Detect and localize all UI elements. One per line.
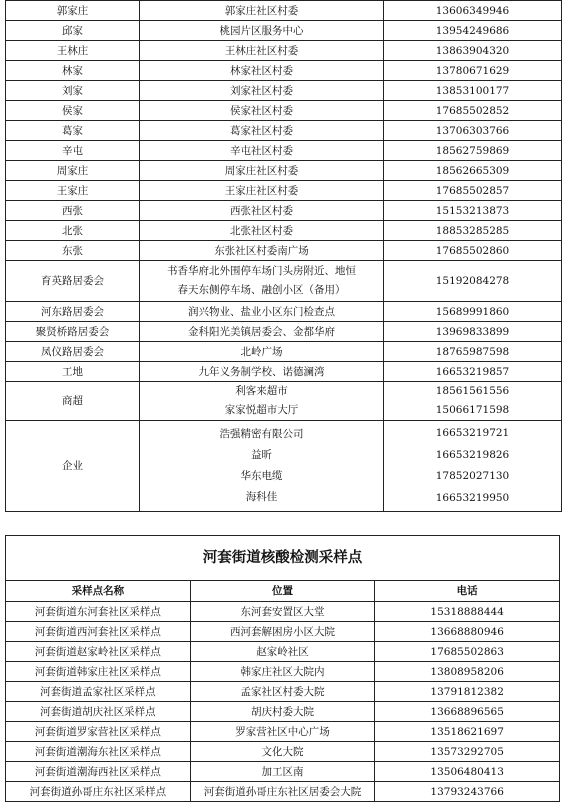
table-row [6,121,562,141]
community-name: 北张 [6,221,140,241]
sampling-point-name: 河套街道罗家营社区采样点 [6,722,191,742]
qiye-phones [384,421,562,512]
community-phone: 13853100177 [384,81,562,101]
sampling-point-name: 河套街道西河套社区采样点 [6,622,191,642]
table-row [6,141,562,161]
community-place: 刘家社区村委 [140,81,384,101]
header-name: 采样点名称 [6,581,191,602]
qiye-places [140,421,384,512]
sampling-point-location: 罗家营社区中心广场 [190,722,375,742]
table-row [6,322,562,342]
table-row [6,302,562,322]
community-name: 河东路居委会 [6,302,140,322]
community-place: 金科阳光美镇居委会、金都华府 [140,322,384,342]
table-row [6,421,562,512]
sampling-point-location: 西河套解困房小区大院 [190,622,375,642]
header-phone: 电话 [375,581,560,602]
sampling-point-phone: 13573292705 [375,742,560,762]
shangchao-places-line: 家家悦超市大厅 [224,404,299,416]
qiye-phones-line: 17852027130 [435,470,510,482]
community-place: 王家庄社区村委 [140,181,384,201]
community-phone: 13606349946 [384,1,562,21]
shangchao-phones-line: 15066171598 [435,404,510,416]
community-place: 侯家社区村委 [140,101,384,121]
header-location: 位置 [190,581,375,602]
qiye-places-line: 华东电缆 [240,470,283,482]
community-place: 北岭广场 [140,342,384,362]
community-name: 林家 [6,61,140,81]
community-name: 工地 [6,362,140,382]
sampling-point-name: 河套街道赵家岭社区采样点 [6,642,191,662]
community-place [140,261,384,302]
table-row [6,41,562,61]
table-row [6,762,560,782]
sampling-point-location: 孟家社区村委大院 [190,682,375,702]
table-row [6,221,562,241]
table-row [6,21,562,41]
sampling-point-phone: 13793243766 [375,782,560,802]
table-row [6,642,560,662]
community-name: 辛屯 [6,141,140,161]
table-row [6,61,562,81]
community-phone: 13954249686 [384,21,562,41]
community-phone: 13706303766 [384,121,562,141]
community-place: 辛屯社区村委 [140,141,384,161]
community-phone: 16653219857 [384,362,562,382]
community-place: 北张社区村委 [140,221,384,241]
community-phone: 13969833899 [384,322,562,342]
sampling-point-location: 韩家庄社区大院内 [190,662,375,682]
community-phone: 13863904320 [384,41,562,61]
sampling-point-phone: 13668896565 [375,702,560,722]
community-place: 西张社区村委 [140,201,384,221]
sampling-point-phone: 13791812382 [375,682,560,702]
community-phone: 17685502852 [384,101,562,121]
community-phone: 17685502860 [384,241,562,261]
community-place: 葛家社区村委 [140,121,384,141]
community-place: 王林庄社区村委 [140,41,384,61]
community-phone: 15689991860 [384,302,562,322]
sampling-table-title: 河套街道核酸检测采样点 [6,536,560,581]
sampling-points-table [5,535,560,802]
community-name: 葛家 [6,121,140,141]
shangchao-places [140,382,384,421]
community-name: 侯家 [6,101,140,121]
table-row [6,241,562,261]
place-line: 春天东侧停车场、融创小区（备用） [177,284,346,296]
qiye-phones-line: 16653219826 [435,448,510,461]
community-name: 郭家庄 [6,1,140,21]
sampling-point-name: 河套街道东河套社区采样点 [6,602,191,622]
table-row [6,101,562,121]
sampling-point-location: 文化大院 [190,742,375,762]
community-phone: 18562665309 [384,161,562,181]
community-name: 王家庄 [6,181,140,201]
community-place: 润兴物业、盐业小区东门检查点 [140,302,384,322]
table-row [6,181,562,201]
community-name: 东张 [6,241,140,261]
sampling-point-location: 赵家岭社区 [190,642,375,662]
sampling-point-name: 河套街道孙哥庄东社区采样点 [6,782,191,802]
table-row [6,201,562,221]
table-row [6,722,560,742]
community-name: 邱家 [6,21,140,41]
sampling-point-location: 东河套安置区大堂 [190,602,375,622]
community-name: 育英路居委会 [6,261,140,302]
sampling-point-phone: 17685502863 [375,642,560,662]
community-phone: 15153213873 [384,201,562,221]
sampling-point-location: 加工区南 [190,762,375,782]
table-row [6,622,560,642]
table-row [6,161,562,181]
qiye-places-line: 益昕 [251,449,272,461]
community-place: 周家庄社区村委 [140,161,384,181]
community-phone: 15192084278 [384,261,562,302]
table-row [6,702,560,722]
community-place: 东张社区村委南广场 [140,241,384,261]
community-name: 凤仪路居委会 [6,342,140,362]
sampling-point-location: 河套街道孙哥庄东社区居委会大院 [190,782,375,802]
table-row [6,342,562,362]
shangchao-phones-line: 18561561556 [435,385,510,397]
community-name: 企业 [6,421,140,512]
sampling-point-name: 河套街道孟家社区采样点 [6,682,191,702]
sampling-point-location: 胡庆村委大院 [190,702,375,722]
community-name: 西张 [6,201,140,221]
shangchao-phones [384,382,562,421]
qiye-places-line: 浩强精密有限公司 [219,428,304,440]
table-row [6,662,560,682]
community-place: 桃园片区服务中心 [140,21,384,41]
qiye-phones-line: 16653219950 [435,491,510,504]
qiye-phones-line: 16653219721 [435,427,510,439]
community-name: 商超 [6,382,140,421]
shangchao-places-line: 利客来超市 [235,385,288,397]
sampling-point-name: 河套街道潮海东社区采样点 [6,742,191,762]
sampling-point-phone: 13506480413 [375,762,560,782]
community-place: 九年义务制学校、诺德澜湾 [140,362,384,382]
community-name: 王林庄 [6,41,140,61]
table-row [6,782,560,802]
table-row [6,81,562,101]
community-name: 聚贤桥路居委会 [6,322,140,342]
sampling-point-phone: 13518621697 [375,722,560,742]
community-phone: 17685502857 [384,181,562,201]
community-name: 刘家 [6,81,140,101]
community-name: 周家庄 [6,161,140,181]
community-phone: 18853285285 [384,221,562,241]
table-row [6,742,560,762]
sampling-point-phone: 13808958206 [375,662,560,682]
sampling-point-name: 河套街道胡庆社区采样点 [6,702,191,722]
sampling-point-phone: 13668880946 [375,622,560,642]
table-row [6,261,562,302]
qiye-places-line: 海科佳 [245,491,278,503]
community-place: 林家社区村委 [140,61,384,81]
community-place: 郭家庄社区村委 [140,1,384,21]
table-row [6,382,562,421]
community-phone: 13780671629 [384,61,562,81]
sampling-point-phone: 15318888444 [375,602,560,622]
community-phone: 18765987598 [384,342,562,362]
table-row [6,1,562,21]
table-row [6,682,560,702]
table-row [6,602,560,622]
community-contact-table [5,0,562,512]
sampling-point-name: 河套街道潮海西社区采样点 [6,762,191,782]
place-line: 书香华府北外围停车场门头房附近、地恒 [167,265,356,277]
table-row [6,362,562,382]
community-phone: 18562759869 [384,141,562,161]
sampling-point-name: 河套街道韩家庄社区采样点 [6,662,191,682]
